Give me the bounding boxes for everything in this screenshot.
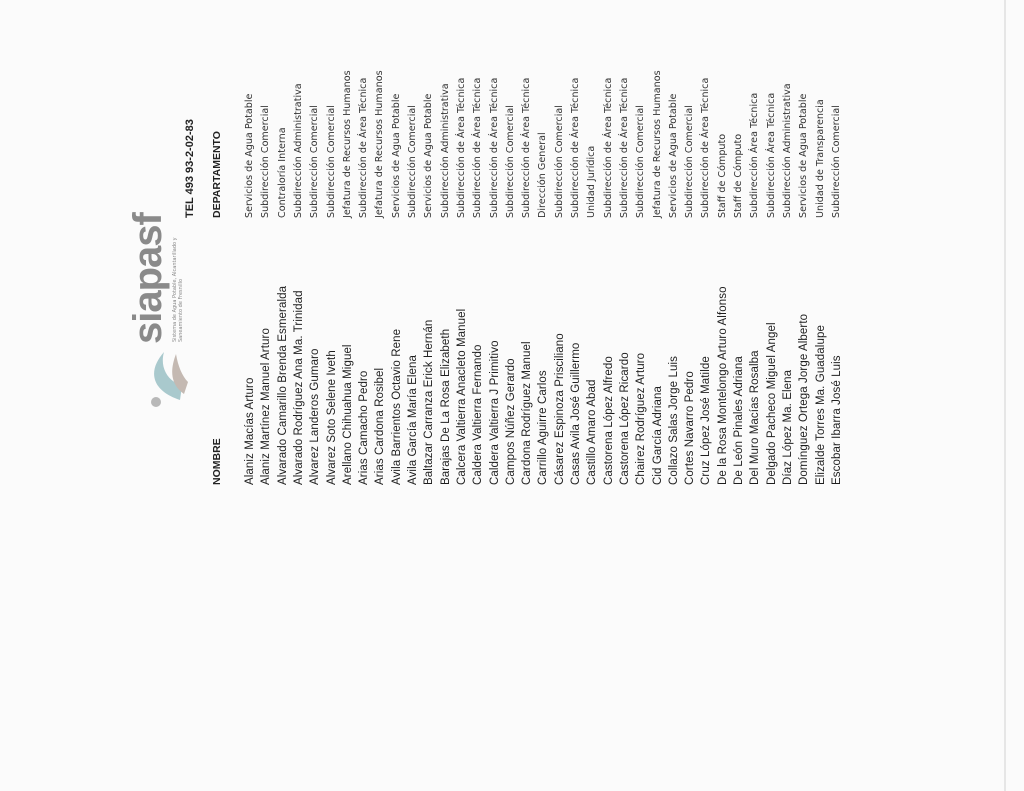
employee-department: Jefatura de Recursos Humanos (341, 70, 353, 218)
table-row (619, 0, 636, 600)
employee-name: Arias Cardona Rosibel (374, 367, 387, 485)
employee-name: Calcera Valtierra Anacleto Manuel (455, 308, 468, 485)
table-row (505, 0, 522, 600)
employee-name: Avila García María Elena (407, 354, 419, 485)
employee-name: Alvarez Landeros Gumaro (309, 348, 322, 485)
employee-department: Unidad Jurídica (586, 145, 598, 218)
employee-name: Alvarado Camarillo Brenda Esmeralda (276, 285, 289, 485)
table-row (831, 0, 848, 600)
employee-department: Servicios de Agua Potable (667, 93, 679, 218)
employee-department: Dirección General (537, 132, 549, 218)
table-row (358, 0, 375, 600)
table-row (293, 0, 310, 600)
employee-name: Alvarado Rodríguez Ana Ma. Trinidad (292, 290, 305, 485)
table-row (472, 0, 489, 600)
employee-department: Jefatura de Recursos Humanos (651, 70, 663, 218)
table-row (717, 0, 734, 600)
directory-sheet (126, 0, 843, 600)
table-row (537, 0, 554, 600)
employee-name: Del Muro Macías Rosalba (749, 350, 762, 485)
employee-department: Staff de Cómputo (733, 133, 744, 218)
employee-department: Subdirección Administrativa (292, 83, 304, 218)
employee-name: Alvarez Soto Selene Iveth (325, 350, 338, 485)
employee-department: Subdirección de Área Técnica (358, 77, 370, 218)
employee-name: Castorena López Ricardo (618, 352, 631, 485)
employee-department: Subdirección de Área Técnica (472, 77, 484, 218)
table-row (798, 0, 815, 600)
employee-name: Avila Barrientos Octavio Rene (390, 328, 403, 485)
employee-name: Cásarez Espinoza Prisciliano (553, 333, 566, 485)
phone-number: TEL 493 93-2-02-83 (184, 119, 196, 218)
table-row (700, 0, 717, 600)
employee-name: Caldera Valtierra J Primitivo (488, 340, 501, 485)
table-row (342, 0, 359, 600)
employee-name: Casas Avila José Guillermo (570, 342, 582, 485)
employee-name: Cortes Navarro Pedro (684, 371, 697, 485)
employee-department: Servicios de Agua Potable (390, 93, 402, 218)
employee-department: Subdirección Comercial (830, 105, 842, 218)
employee-department: Subdirección de Área Técnica (521, 77, 533, 218)
employee-name: Barajas De La Rosa Elizabeth (439, 328, 452, 485)
table-row (635, 0, 652, 600)
employee-name: De León Pinales Adriana (733, 356, 745, 485)
table-row (440, 0, 457, 600)
employee-department: Servicios de Agua Potable (798, 93, 810, 218)
table-row (260, 0, 277, 600)
employee-department: Subdirección Comercial (260, 105, 272, 218)
table-row (815, 0, 832, 600)
table-row (277, 0, 294, 600)
employee-department: Contraloría Interna (276, 127, 288, 218)
employee-department: Subdirección de Área Técnica (570, 77, 581, 218)
brand-wordmark: siapasf (126, 213, 170, 344)
employee-name: Chairez Rodríguez Arturo (635, 352, 648, 485)
table-row (407, 0, 424, 600)
employee-name: Castillo Amaro Abad (586, 379, 599, 485)
table-row (570, 0, 587, 600)
employee-name: Elizalde Torres Ma. Guadalupe (814, 325, 827, 485)
employee-department: Subdirección Comercial (684, 105, 696, 218)
employee-name: Collazo Salas Jorge Luis (667, 356, 680, 485)
employee-name: Alaniz Martínez Manuel Arturo (260, 328, 273, 485)
employee-name: Delgado Pacheco Miguel Angel (765, 322, 778, 485)
employee-department: Servicios de Agua Potable (244, 93, 255, 218)
employee-department: Subdirección Comercial (407, 105, 418, 218)
table-row (244, 0, 261, 600)
employee-department: Subdirección Comercial (325, 105, 337, 218)
employee-department: Subdirección de Área Técnica (602, 77, 614, 218)
table-row (309, 0, 326, 600)
employee-name: Arias Camacho Pedro (358, 370, 371, 485)
employee-department: Jefatura de Recursos Humanos (374, 70, 386, 218)
employee-department: Subdirección Comercial (309, 105, 321, 218)
employee-name: Cid García Adriana (651, 386, 664, 485)
employee-department: Subdirección de Área Técnica (618, 77, 630, 218)
table-row (391, 0, 408, 600)
table-row (684, 0, 701, 600)
employee-department: Subdirección Área Técnica (765, 92, 777, 218)
employee-name: Baltazar Carranza Erick Hernán (423, 319, 436, 485)
table-row (456, 0, 473, 600)
brand-tagline: Sistema de Agua Potable, Alcantarillado y Saneamiento de Fresnillo (172, 237, 184, 342)
table-row (733, 0, 750, 600)
employee-name: Cardona Rodríguez Manuel (521, 341, 534, 485)
employee-department: Subdirección Comercial (553, 105, 565, 218)
header-department: DEPARTAMENTO (211, 131, 223, 218)
table-row (326, 0, 343, 600)
employee-department: Subdirección de Área Técnica (455, 77, 467, 218)
table-row (489, 0, 506, 600)
table-row (554, 0, 571, 600)
table-row (374, 0, 391, 600)
table-row (586, 0, 603, 600)
employee-name: Escobar Ibarra José Luis (830, 355, 843, 485)
table-row (603, 0, 620, 600)
header-name: NOMBRE (211, 438, 223, 485)
employee-name: Arellano Chihuahua Miguel (341, 344, 354, 485)
employee-department: Servicios de Agua Potable (423, 93, 435, 218)
employee-name: Díaz López Ma. Elena (781, 369, 794, 485)
table-row (782, 0, 799, 600)
employee-department: Subdirección Administrativa (781, 83, 793, 218)
employee-name: Domínguez Ortega Jorge Alberto (798, 313, 811, 485)
table-row (423, 0, 440, 600)
employee-name: Caldera Valtierra Fernando (472, 344, 485, 485)
table-row (652, 0, 669, 600)
employee-department: Subdirección Comercial (504, 105, 516, 218)
table-row (766, 0, 783, 600)
employee-name: Cruz López José Matilde (700, 356, 713, 485)
employee-department: Subdirección Área Técnica (749, 92, 761, 218)
employee-name: Campos Núñez Gerardo (504, 358, 517, 485)
table-row (668, 0, 685, 600)
siapasf-logo (126, 213, 190, 430)
table-row (521, 0, 538, 600)
employee-department: Subdirección de Área Técnica (488, 77, 500, 218)
employee-name: Castorena López Alfredo (602, 356, 615, 485)
employee-department: Subdirección Comercial (635, 105, 647, 218)
employee-department: Subdirección de Área Técnica (700, 77, 712, 218)
employee-department: Unidad de Transparencia (814, 99, 826, 218)
table-row (749, 0, 766, 600)
employee-name: Alaniz Macías Arturo (244, 377, 256, 485)
page-edge (1004, 0, 1006, 791)
employee-name: De la Rosa Montelongo Arturo Alfonso (716, 286, 729, 485)
water-drop-icon (130, 348, 190, 410)
employee-name: Carrillo Aguirre Carlos (537, 370, 550, 485)
employee-department: Staff de Cómputo (716, 133, 728, 218)
employee-department: Subdirección Administrativa (439, 83, 451, 218)
